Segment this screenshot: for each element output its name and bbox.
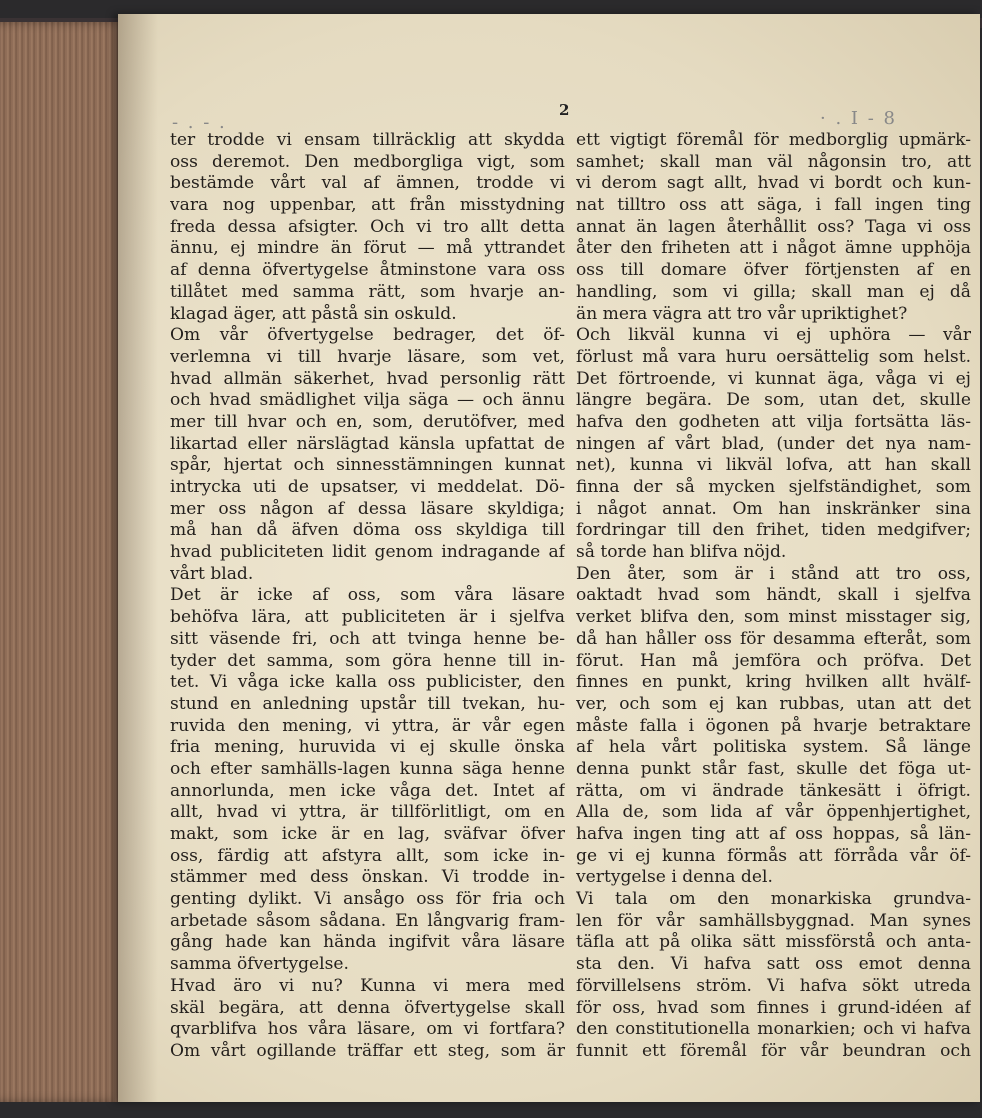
text-line: annorlunda, men icke våga det. Intet af	[170, 780, 565, 801]
text-line: qvarblifva hos våra läsare, om vi fortfara?	[170, 1019, 565, 1040]
text-line: så torde han blifva nöjd.	[576, 542, 787, 563]
text-line: skäl begära, att denna öfvertygelse skall	[170, 997, 565, 1018]
text-line: spår, hjertat och sinnesstämningen kunnat	[170, 455, 565, 476]
text-line: gång hade kan hända ingifvit våra läsare	[170, 932, 565, 953]
text-line: klagad äger, att påstå sin oskuld.	[170, 303, 457, 324]
text-line: fria mening, huruvida vi ej skulle önska	[170, 737, 565, 758]
text-line: tillåtet med samma rätt, som hvarje an-	[170, 281, 565, 302]
gutter-shadow	[118, 14, 158, 1102]
text-line: denna punkt står fast, skulle det föga ut-	[576, 758, 971, 779]
text-line: samma öfvertygelse.	[170, 954, 349, 975]
text-line: ter trodde vi ensam tillräcklig att skydda	[170, 130, 565, 150]
text-line: Vi tala om den monarkiska grundva-	[576, 889, 971, 910]
text-line: må han då äfven döma oss skyldiga till	[170, 520, 565, 541]
text-line: Och likväl kunna vi ej uphöra — vår	[576, 325, 971, 346]
text-line: ruvida den mening, vi yttra, är vår egen	[170, 715, 565, 736]
text-line: ge vi ej kunna förmås att förråda vår öf-	[576, 845, 971, 866]
header-mark-right: · . I - 8	[820, 108, 897, 129]
text-line: förut. Han må jemföra och pröfva. Det	[576, 650, 971, 671]
text-line: längre begära. De som, utan det, skulle	[576, 390, 971, 411]
text-line: funnit ett föremål för vår beundran och	[576, 1040, 971, 1061]
text-line: bestämde vårt val af ämnen, trodde vi	[170, 173, 565, 194]
text-line: finna der så mycken sjelfständighet, som	[576, 477, 971, 497]
text-line: den constitutionella monarkien; och vi hafva	[576, 1019, 971, 1040]
text-line: för oss, hvad som finnes i grund-idéen af	[576, 997, 971, 1018]
text-line: i något annat. Om han inskränker sina	[576, 498, 971, 519]
text-line: ningen af vårt blad, (under det nya nam-	[576, 433, 971, 454]
text-line: handling, som vi gilla; skall man ej då	[576, 281, 971, 302]
text-line: vi derom sagt allt, hvad vi bordt och kun-	[576, 173, 971, 194]
text-line: oss till domare öfver förtjensten af en	[576, 260, 971, 281]
text-line: fordringar till den frihet, tiden medgifver;	[576, 520, 971, 541]
text-line: allt, hvad vi yttra, är tillförlitligt, om en	[170, 802, 565, 823]
text-line: af hela vårt politiska system. Så länge	[576, 737, 971, 758]
text-line: stämmer med dess önskan. Vi trodde in-	[170, 867, 565, 888]
left-text-column	[170, 130, 565, 1063]
text-line: likartad eller närslägtad känsla upfattat de	[170, 433, 565, 454]
text-line: freda dessa afsigter. Och vi tro allt detta	[170, 216, 565, 237]
header-mark-left: - . - .	[172, 112, 227, 133]
text-line: tet. Vi våga icke kalla oss publicister, den	[170, 672, 565, 693]
text-line: ett vigtigt föremål för medborglig upmärk-	[576, 130, 971, 150]
text-line: rätta, om vi ändrade tänkesätt i öfrigt.	[576, 780, 971, 801]
text-line: täfla att på olika sätt missförstå och anta-	[576, 932, 971, 953]
text-line: åter den friheten att i något ämne upphöja	[576, 238, 971, 259]
text-line: och hvad smädlighet vilja säga — och ännu	[170, 390, 565, 411]
text-line: Den åter, som är i stånd att tro oss,	[576, 563, 971, 584]
text-line: ver, och som ej kan rubbas, utan att det	[576, 693, 971, 714]
text-line: intrycka uti de upsatser, vi meddelat. Dö-	[170, 477, 565, 497]
text-line: då han håller oss för desamma efteråt, som	[576, 628, 971, 649]
text-line: hvad allmän säkerhet, hvad personlig rätt	[170, 368, 565, 389]
page-number: 2	[559, 101, 570, 119]
text-line: sta den. Vi hafva satt oss emot denna	[576, 954, 971, 975]
text-line: Om vår öfvertygelse bedrager, det öf-	[170, 325, 565, 346]
text-line: Det förtroende, vi kunnat äga, våga vi ej	[576, 368, 971, 389]
text-line: och efter samhälls-lagen kunna säga henne	[170, 758, 565, 779]
text-line: tyder det samma, som göra henne till in-	[170, 650, 565, 671]
text-line: oss deremot. Den medborgliga vigt, som	[170, 151, 565, 172]
text-line: vårt blad.	[170, 563, 254, 584]
text-line: vertygelse i denna del.	[576, 867, 773, 888]
text-line: makt, som icke är en lag, sväfvar öfver	[170, 824, 565, 844]
text-line: ännu, ej mindre än förut — må yttrandet	[170, 238, 565, 259]
text-line: oss, färdig att afstyra allt, som icke in-	[170, 845, 565, 866]
text-line: mer oss någon af dessa läsare skyldiga;	[170, 498, 565, 519]
text-line: verlemna vi till hvarje läsare, som vet,	[170, 346, 565, 367]
text-line: hvad publiciteten lidit genom indragande af	[170, 542, 565, 563]
text-line: annat än lagen återhållit oss? Taga vi oss	[576, 216, 971, 237]
text-line: mer till hvar och en, som, derutöfver, med	[170, 411, 565, 432]
text-line: samhet; skall man väl någonsin tro, att	[576, 151, 971, 172]
text-line: stund en anledning upstår till tvekan, hu-	[170, 693, 565, 714]
text-line: Det är icke af oss, som våra läsare	[170, 585, 565, 606]
text-line: vara nog uppenbar, att från misstydning	[170, 195, 565, 216]
text-line: Om vårt ogillande träffar ett steg, som är	[170, 1040, 565, 1061]
text-line: finnes en punkt, kring hvilken allt hvälf-	[576, 672, 971, 693]
text-line: genting dylikt. Vi ansågo oss för fria och	[170, 889, 565, 910]
text-line: behöfva lära, att publiciteten är i sjelfva	[170, 607, 565, 628]
text-line: oaktadt hvad som händt, skall i sjelfva	[576, 585, 971, 606]
text-line: än mera vägra att tro vår upriktighet?	[576, 303, 908, 324]
book-page-edges	[0, 22, 125, 1102]
text-line: förlust må vara huru oersättelig som helst.	[576, 346, 971, 367]
text-line: len för vår samhällsbyggnad. Man synes	[576, 910, 971, 931]
text-line: hafva ingen ting att af oss hoppas, så län-	[576, 824, 971, 844]
text-line: sitt väsende fri, och att tvinga henne be-	[170, 628, 565, 649]
text-line: arbetade såsom sådana. En långvarig fram-	[170, 910, 565, 931]
text-line: måste falla i ögonen på hvarje betraktare	[576, 715, 971, 736]
text-line: nat tilltro oss att säga, i fall ingen ting	[576, 195, 971, 216]
text-line: af denna öfvertygelse åtminstone vara oss	[170, 260, 565, 281]
text-line: förvillelsens ström. Vi hafva sökt utreda	[576, 975, 971, 996]
text-line: verket blifva den, som minst misstager sig,	[576, 607, 971, 628]
right-text-column	[576, 130, 971, 1063]
text-line: net), kunna vi likväl lofva, att han skall	[576, 455, 971, 476]
text-line: Alla de, som lida af vår öppenhjertighet,	[576, 802, 971, 823]
text-line: hafva den godheten att vilja fortsätta läs-	[576, 411, 971, 432]
text-line: Hvad äro vi nu? Kunna vi mera med	[170, 975, 565, 996]
